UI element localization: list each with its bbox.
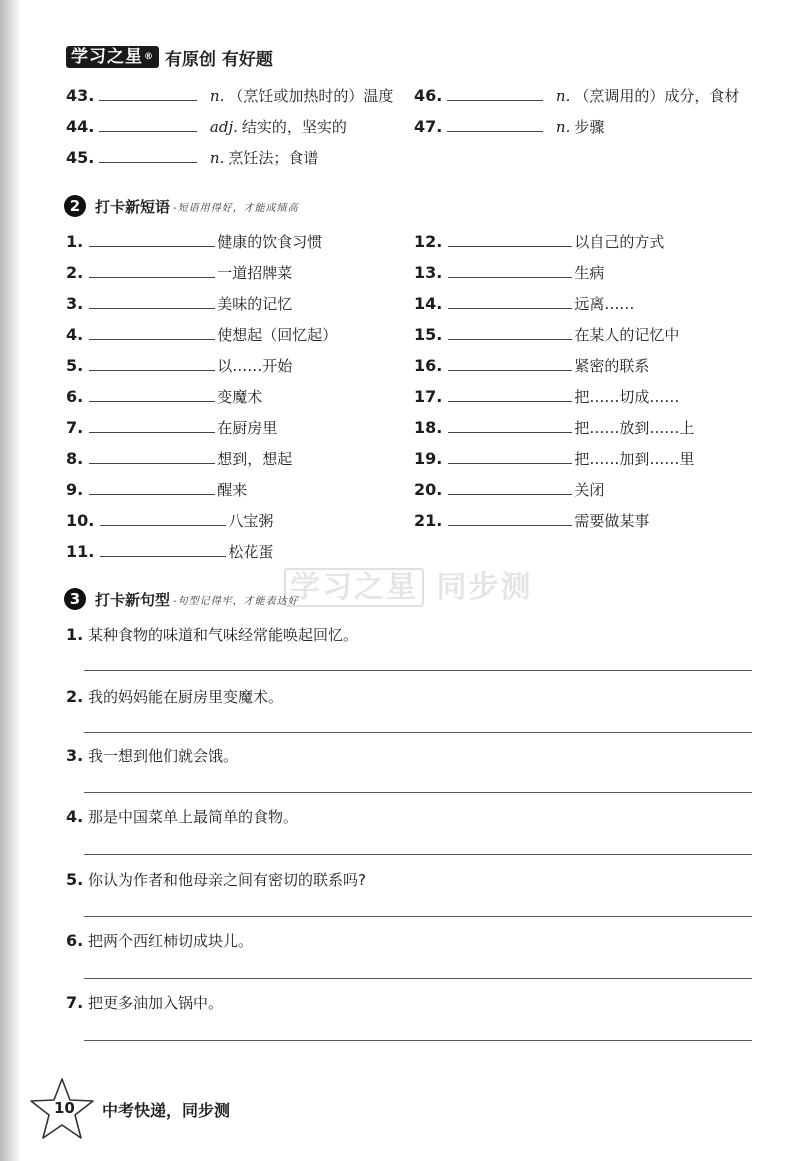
answer-blank[interactable] <box>100 507 226 526</box>
vocab-item-43: 43. n. （烹饪或加热时的）温度 <box>66 82 393 106</box>
book-spine-shadow <box>0 0 22 1161</box>
answer-blank[interactable] <box>447 113 543 132</box>
sentence-answer-line[interactable] <box>84 670 752 671</box>
answer-blank[interactable] <box>100 538 226 557</box>
phrase-item-9: 9. 醒来 <box>66 476 247 500</box>
phrase-item-19: 19. 把……加到……里 <box>414 445 694 469</box>
phrase-item-1: 1. 健康的饮食习惯 <box>66 228 322 252</box>
phrase-item-7: 7. 在厨房里 <box>66 414 277 438</box>
answer-blank[interactable] <box>89 414 215 433</box>
phrase-item-18: 18. 把……放到……上 <box>414 414 694 438</box>
page-number: 10 <box>54 1099 75 1117</box>
section-sentences-header <box>64 585 299 613</box>
answer-blank[interactable] <box>89 228 215 247</box>
answer-blank[interactable] <box>89 259 215 278</box>
answer-blank[interactable] <box>89 476 215 495</box>
phrase-item-8: 8. 想到，想起 <box>66 445 292 469</box>
answer-blank[interactable] <box>448 507 572 526</box>
answer-blank[interactable] <box>99 82 197 101</box>
phrase-item-20: 20. 关闭 <box>414 476 604 500</box>
section-subtitle: -短语用得好，才能成绩高 <box>173 202 299 214</box>
phrase-item-2: 2. 一道招牌菜 <box>66 259 292 283</box>
page-header <box>66 44 273 70</box>
answer-blank[interactable] <box>99 144 197 163</box>
answer-blank[interactable] <box>89 383 215 402</box>
sentence-prompt-4: 4. 那是中国菜单上最简单的食物。 <box>66 807 299 826</box>
brand-logo: 学习之星® <box>66 46 159 68</box>
phrase-item-5: 5. 以……开始 <box>66 352 292 376</box>
watermark: 学习之星 同步测 <box>284 562 532 606</box>
brand-slogan: 有原创 有好题 <box>165 49 273 70</box>
answer-blank[interactable] <box>448 476 572 495</box>
answer-blank[interactable] <box>99 113 197 132</box>
answer-blank[interactable] <box>448 383 572 402</box>
phrase-item-3: 3. 美味的记忆 <box>66 290 292 314</box>
phrase-item-11: 11. 松花蛋 <box>66 538 273 562</box>
phrase-item-16: 16. 紧密的联系 <box>414 352 649 376</box>
sentence-answer-line[interactable] <box>84 916 752 917</box>
sentence-answer-line[interactable] <box>84 978 752 979</box>
sentence-prompt-6: 6. 把两个西红柿切成块儿。 <box>66 931 254 950</box>
section-title: 打卡新句型 <box>95 590 171 609</box>
sentence-answer-line[interactable] <box>84 854 752 855</box>
phrase-item-13: 13. 生病 <box>414 259 604 283</box>
section-phrases-header <box>64 192 299 220</box>
vocab-item-45: 45. n. 烹饪法；食谱 <box>66 144 318 168</box>
sentence-prompt-3: 3. 我一想到他们就会饿。 <box>66 746 239 765</box>
sentence-answer-line[interactable] <box>84 1040 752 1041</box>
answer-blank[interactable] <box>448 414 572 433</box>
vocab-item-46: 46. n. （烹调用的）成分，食材 <box>414 82 739 106</box>
footer-title: 中考快递，同步测 <box>102 1101 231 1120</box>
answer-blank[interactable] <box>448 352 572 371</box>
answer-blank[interactable] <box>89 445 215 464</box>
section-subtitle: -句型记得牢，才能表达好 <box>173 595 299 607</box>
vocab-item-47: 47. n. 步骤 <box>414 113 604 137</box>
section-title: 打卡新短语 <box>95 197 171 216</box>
phrase-item-17: 17. 把……切成…… <box>414 383 679 407</box>
section-number-badge: 3 <box>64 588 86 610</box>
sentence-answer-line[interactable] <box>84 792 752 793</box>
phrase-item-15: 15. 在某人的记忆中 <box>414 321 679 345</box>
phrase-item-21: 21. 需要做某事 <box>414 507 649 531</box>
sentence-prompt-5: 5. 你认为作者和他母亲之间有密切的联系吗? <box>66 870 366 889</box>
answer-blank[interactable] <box>89 321 215 340</box>
sentence-answer-line[interactable] <box>84 732 752 733</box>
section-number-badge: 2 <box>64 195 86 217</box>
answer-blank[interactable] <box>448 228 572 247</box>
answer-blank[interactable] <box>89 290 215 309</box>
phrase-item-6: 6. 变魔术 <box>66 383 262 407</box>
sentence-prompt-1: 1. 某种食物的味道和气味经常能唤起回忆。 <box>66 625 359 644</box>
phrase-item-10: 10. 八宝粥 <box>66 507 273 531</box>
answer-blank[interactable] <box>448 290 572 309</box>
answer-blank[interactable] <box>448 445 572 464</box>
answer-blank[interactable] <box>447 82 543 101</box>
phrase-item-12: 12. 以自己的方式 <box>414 228 664 252</box>
phrase-item-4: 4. 使想起（回忆起） <box>66 321 337 345</box>
phrase-item-14: 14. 远离…… <box>414 290 634 314</box>
sentence-prompt-2: 2. 我的妈妈能在厨房里变魔术。 <box>66 687 284 706</box>
answer-blank[interactable] <box>89 352 215 371</box>
answer-blank[interactable] <box>448 321 572 340</box>
vocab-item-44: 44. adj. 结实的，坚实的 <box>66 113 347 137</box>
sentence-prompt-7: 7. 把更多油加入锅中。 <box>66 993 224 1012</box>
answer-blank[interactable] <box>448 259 572 278</box>
